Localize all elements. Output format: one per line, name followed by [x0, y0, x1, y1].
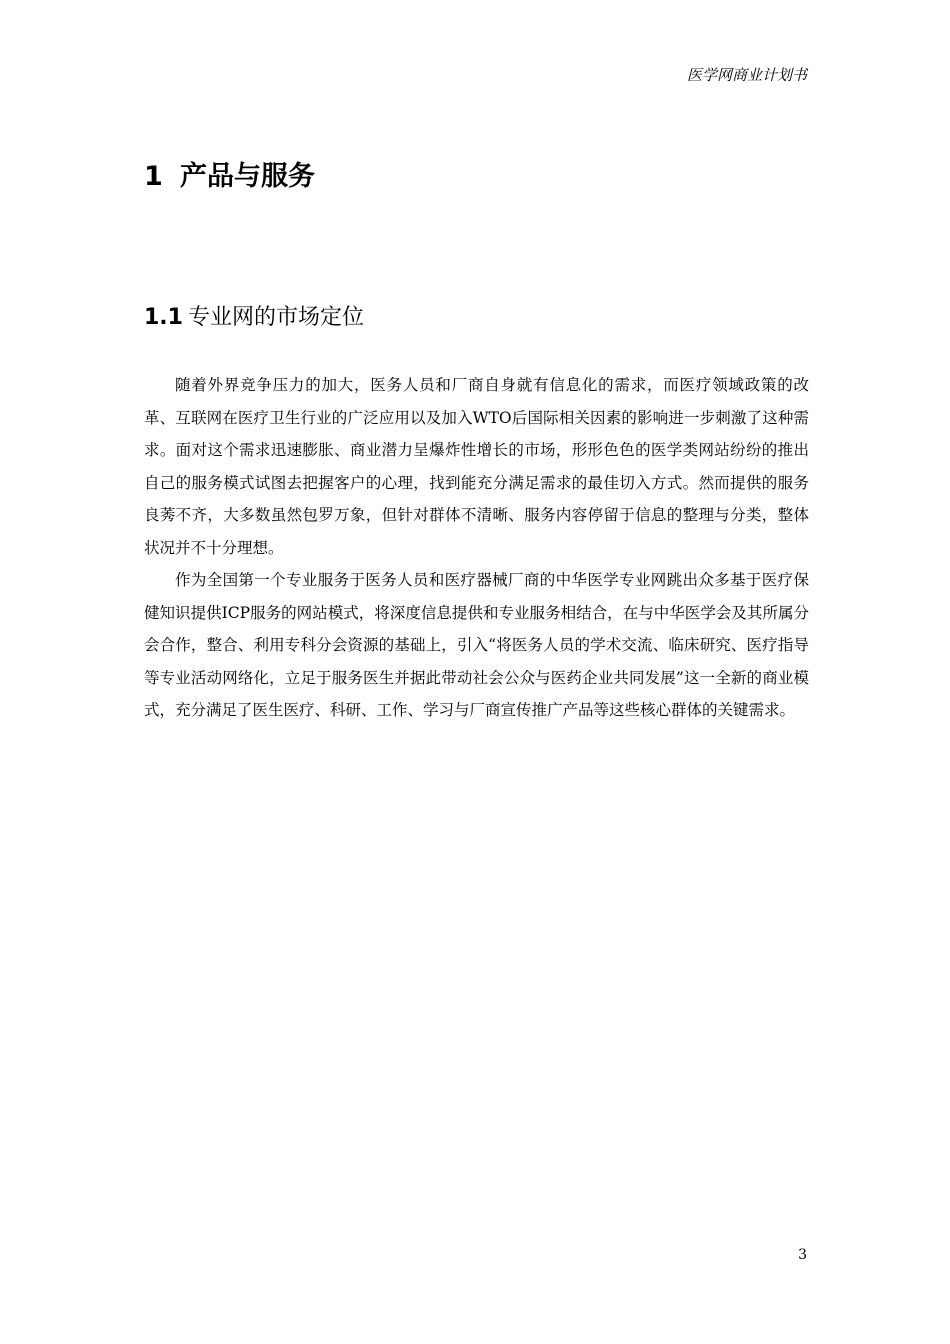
- section-number: 1.1: [144, 305, 183, 330]
- paragraph: 随着外界竞争压力的加大，医务人员和厂商自身就有信息化的需求，而医疗领域政策的改革、互联网在医疗卫生行业的广泛应用以及加入WTO后国际相关因素的影响进一步刺激了这种需求。面对这个需求迅速膨胀、商业潜力呈爆炸性增长的市场，形形色色的医学类网站纷纷的推出自己的服务模式试图去把握客户的心理，找到能充分满足需求的最佳切入方式。然而提供的服务良莠不齐，大多数虽然包罗万象，但针对群体不清晰、服务内容停留于信息的整理与分类，整体状况并不十分理想。: [144, 376, 809, 557]
- section-heading: [144, 302, 364, 334]
- chapter-number: 1: [144, 161, 163, 192]
- paragraph: 作为全国第一个专业服务于医务人员和医疗器械厂商的中华医学专业网跳出众多基于医疗保健知识提供ICP服务的网站模式，将深度信息提供和专业服务相结合，在与中华医学会及其所属分会合作，整合、利用专科分会资源的基础上，引入“将医务人员的学术交流、临床研究、医疗指导等专业活动网络化，立足于服务医生并据此带动社会公众与医药企业共同发展”这一全新的商业模式，充分满足了医生医疗、科研、工作、学习与厂商宣传推广产品等这些核心群体的关键需求。: [144, 571, 809, 719]
- section-title: 专业网的市场定位: [188, 305, 365, 330]
- running-header: 医学网商业计划书: [686, 66, 807, 84]
- body-text: [144, 369, 809, 727]
- page-number: 3: [798, 1247, 807, 1263]
- chapter-title: 产品与服务: [180, 161, 315, 192]
- chapter-heading: [144, 160, 315, 194]
